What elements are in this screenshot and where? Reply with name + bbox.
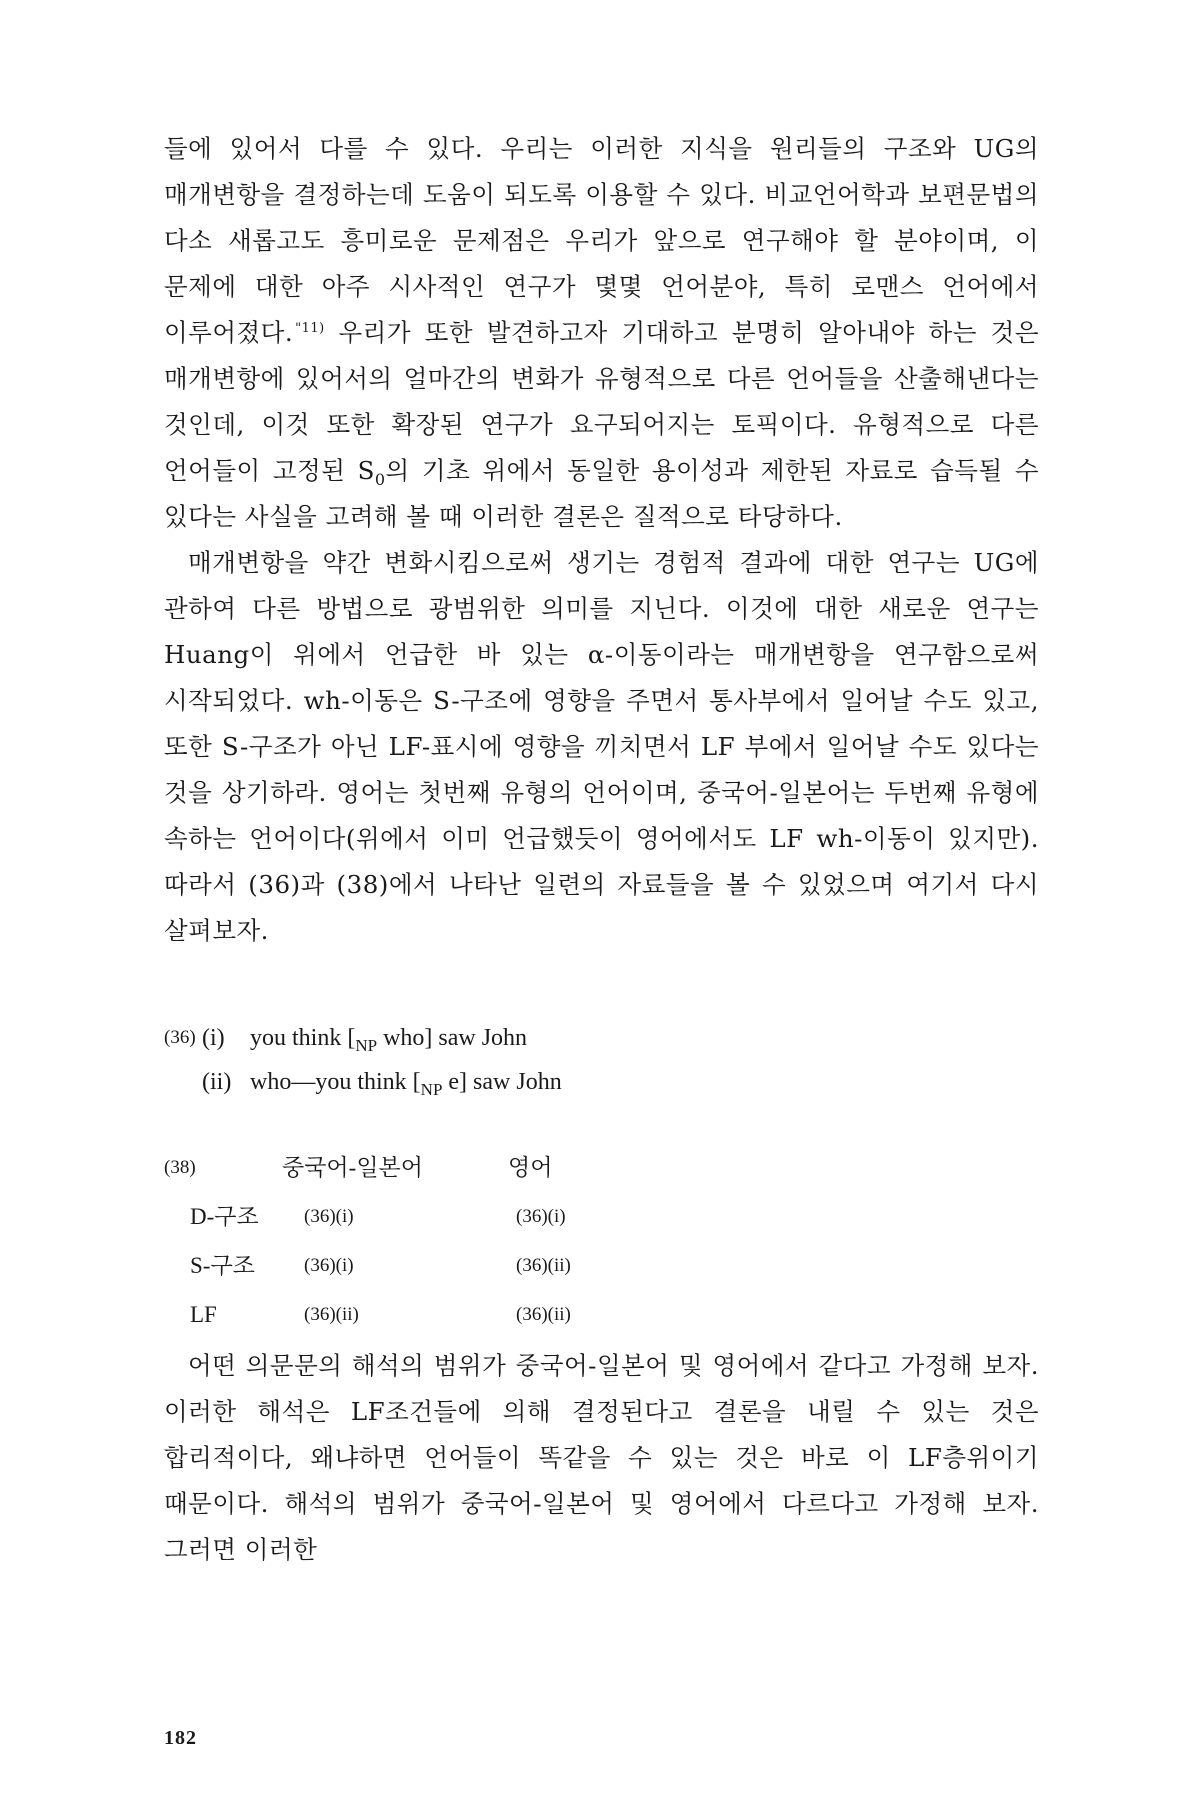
paragraph-2: 매개변항을 약간 변화시킴으로써 생기는 경험적 결과에 대한 연구는 UG에 관하여 다른 방법으로 광범위한 의미를 지닌다. 이것에 대한 새로운 연구는 Huang이 위에서 언급한 바 있는 α-이동이라는 매개변항을 연구함으로써 시작되었다. wh-이동은 S-구조에 영향을 주면서 통사부에서 일어날 수도 있고, 또한 S-구조가 아닌 LF-표시에 영향을 끼치면서 LF 부에서 일어날 수도 있다는 것을 상기하라. 영어는 첫번째 유형의 언어이며, 중국어-일본어는 두번째 유형에 속하는 언어이다(위에서 이미 언급했듯이 영어에서도 LF wh-이동이 있지만). 따라서 (36)과 (38)에서 나타난 일련의 자료들을 볼 수 있었으며 여기서 다시 살펴보자. (164, 548, 1039, 945)
body-text-top (164, 126, 1039, 954)
table-cell: (36)(ii) (304, 1304, 359, 1325)
np-subscript: NP (355, 1035, 378, 1055)
table-cell: (36)(i) (516, 1206, 566, 1227)
table-row (164, 1192, 764, 1241)
table-cell: (36)(ii) (516, 1255, 571, 1276)
example-sentence (250, 1060, 562, 1104)
example-sentence-pre: you think [ (250, 1025, 356, 1051)
paragraph-1-part-1: 들에 있어서 다를 수 있다. 우리는 이러한 지식을 원리들의 구조와 UG의 매개변항을 결정하는데 도움이 되도록 이용할 수 있다. 비교언어학과 보편문법의 다소 새롭고도 흥미로운 문제점은 우리가 앞으로 연구해야 할 분야이며, 이 문제에 대한 아주 시사적인 연구가 몇몇 언어분야, 특히 로맨스 언어에서 이루어졌다. (164, 134, 1039, 347)
table-row (164, 1241, 764, 1290)
body-text-bottom (164, 1343, 1039, 1573)
table-cell: (36)(ii) (516, 1304, 571, 1325)
np-subscript: NP (420, 1079, 443, 1099)
row-label: LF (190, 1302, 217, 1327)
paragraph-1 (164, 126, 1039, 540)
subscript-zero: 0 (374, 469, 386, 489)
table-cell: (36)(i) (304, 1255, 354, 1276)
example-sub-label: (i) (202, 1025, 225, 1051)
row-label: S-구조 (190, 1253, 255, 1278)
example-sentence (250, 1016, 527, 1060)
paragraph-1-part-2: 우리가 또한 발견하고자 기대하고 분명히 알아내야 하는 것은 매개변항에 있어서의 얼마간의 변화가 유형적으로 다른 언어들을 산출해낸다는 것인데, 이것 또한 확장된 연구가 요구되어지는 토픽이다. 유형적으로 다른 언어들이 고정된 S (164, 318, 1039, 485)
example-sentence-post: who] saw John (377, 1025, 528, 1051)
example-36 (164, 1016, 1039, 1104)
page-number: 182 (164, 1727, 197, 1749)
column-header-english: 영어 (508, 1155, 553, 1180)
column-header-chinese-japanese: 중국어-일본어 (282, 1155, 423, 1180)
example-sub-label: (ii) (202, 1069, 232, 1095)
example-sentence-post: e] saw John (442, 1069, 562, 1095)
example-number: (36) (164, 1027, 196, 1048)
table-header-row (164, 1143, 764, 1192)
paragraph-1-part-3: 의 기초 위에서 동일한 용이성과 제한된 자료로 습득될 수 있다는 사실을 고려해 볼 때 이러한 결론은 질적으로 타당하다. (164, 456, 1039, 531)
paragraph-3: 어떤 의문문의 해석의 범위가 중국어-일본어 및 영어에서 같다고 가정해 보자. 이러한 해석은 LF조건들에 의해 결정된다고 결론을 내릴 수 있는 것은 합리적이다, 왜냐하면 언어들이 똑같을 수 있는 것은 바로 이 LF층위이기 때문이다. 해석의 범위가 중국어-일본어 및 영어에서 다르다고 가정해 보자. 그러면 이러한 (164, 1351, 1039, 1564)
example-number: (38) (164, 1157, 196, 1178)
example-36-row-ii (164, 1060, 1039, 1104)
table-row (164, 1290, 764, 1339)
example-38-table (164, 1143, 764, 1339)
table-cell: (36)(i) (304, 1206, 354, 1227)
row-label: D-구조 (190, 1204, 259, 1229)
example-sentence-pre: who—you think [ (250, 1069, 421, 1095)
footnote-mark: "11) (295, 320, 325, 336)
example-36-row-i (164, 1016, 1039, 1060)
